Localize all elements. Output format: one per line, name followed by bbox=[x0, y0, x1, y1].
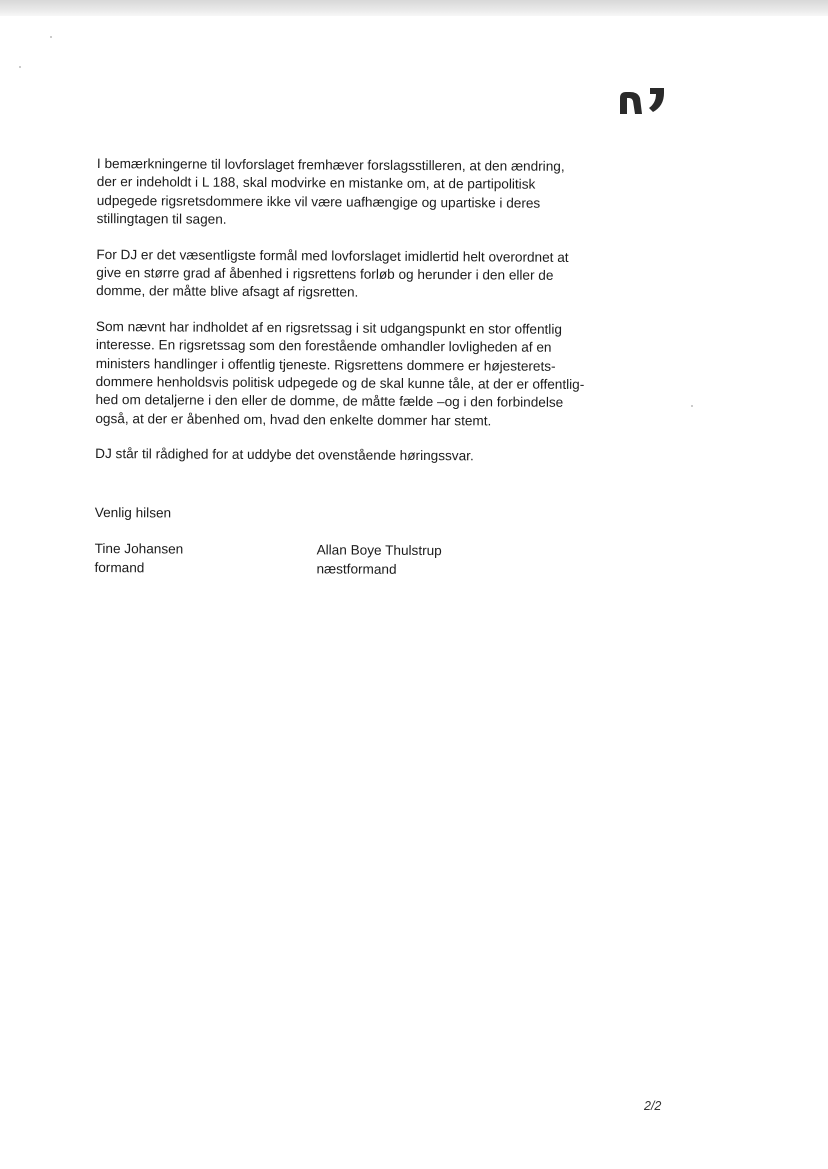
signature-block bbox=[94, 540, 634, 583]
signatory-name: Tine Johansen bbox=[94, 541, 184, 557]
text-line: domme, der måtte blive afsagt af rigsretten. bbox=[96, 283, 359, 301]
text-line: udpegede rigsretsdommere ikke vil være uafhængige og upartiske i deres bbox=[96, 192, 541, 211]
paragraph bbox=[96, 246, 636, 305]
text-line: også, at der er åbenhed om, hvad den enkelte dommer har stemt. bbox=[95, 410, 492, 429]
text-line: I bemærkningerne til lovforslaget fremhæver forslagsstilleren, at den ændring, bbox=[96, 155, 565, 174]
text-line: ministers handlinger i offentlig tjeneste. Rigsrettens dommere er højesterets- bbox=[95, 355, 556, 374]
signatory bbox=[316, 541, 441, 579]
text-line: dommere henholdsvis politisk udpegede og de skal kunne tåle, at der er offentlig- bbox=[95, 374, 585, 393]
paragraph bbox=[95, 318, 636, 432]
closing-greeting: Venlig hilsen bbox=[94, 504, 172, 521]
signatory-title: næstformand bbox=[316, 560, 397, 577]
text-line: DJ står til rådighed for at uddybe det ovenstående høringssvar. bbox=[95, 446, 474, 464]
signatory-title: formand bbox=[94, 559, 145, 575]
text-line: For DJ er det væsentligste formål med lovforslaget imidlertid helt overordnet at bbox=[96, 246, 569, 265]
scan-speck bbox=[691, 405, 693, 407]
scan-speck bbox=[19, 66, 21, 68]
dj-logo-icon bbox=[618, 84, 668, 116]
text-line: interesse. En rigsretssag som den forestående omhandler lovligheden af en bbox=[95, 337, 552, 356]
signatory bbox=[94, 540, 183, 577]
letter-body bbox=[94, 155, 637, 583]
page-number: 2/2 bbox=[644, 1099, 662, 1113]
scan-top-edge bbox=[0, 0, 828, 16]
text-line: hed om detaljerne i den eller de domme, de måtte fælde –og i den forbindelse bbox=[95, 392, 564, 411]
scan-speck bbox=[50, 36, 52, 38]
text-line: Som nævnt har indholdet af en rigsretssag i sit udgangspunkt en stor offentlig bbox=[95, 318, 562, 337]
text-line: der er indeholdt i L 188, skal modvirke en mistanke om, at de partipolitisk bbox=[96, 174, 536, 193]
text-line: stillingtagen til sagen. bbox=[96, 211, 227, 228]
paragraph bbox=[95, 445, 635, 467]
signatory-name: Allan Boye Thulstrup bbox=[316, 542, 442, 559]
paragraph bbox=[97, 155, 637, 232]
text-line: give en større grad af åbenhed i rigsrettens forløb og herunder i den eller de bbox=[96, 265, 554, 283]
